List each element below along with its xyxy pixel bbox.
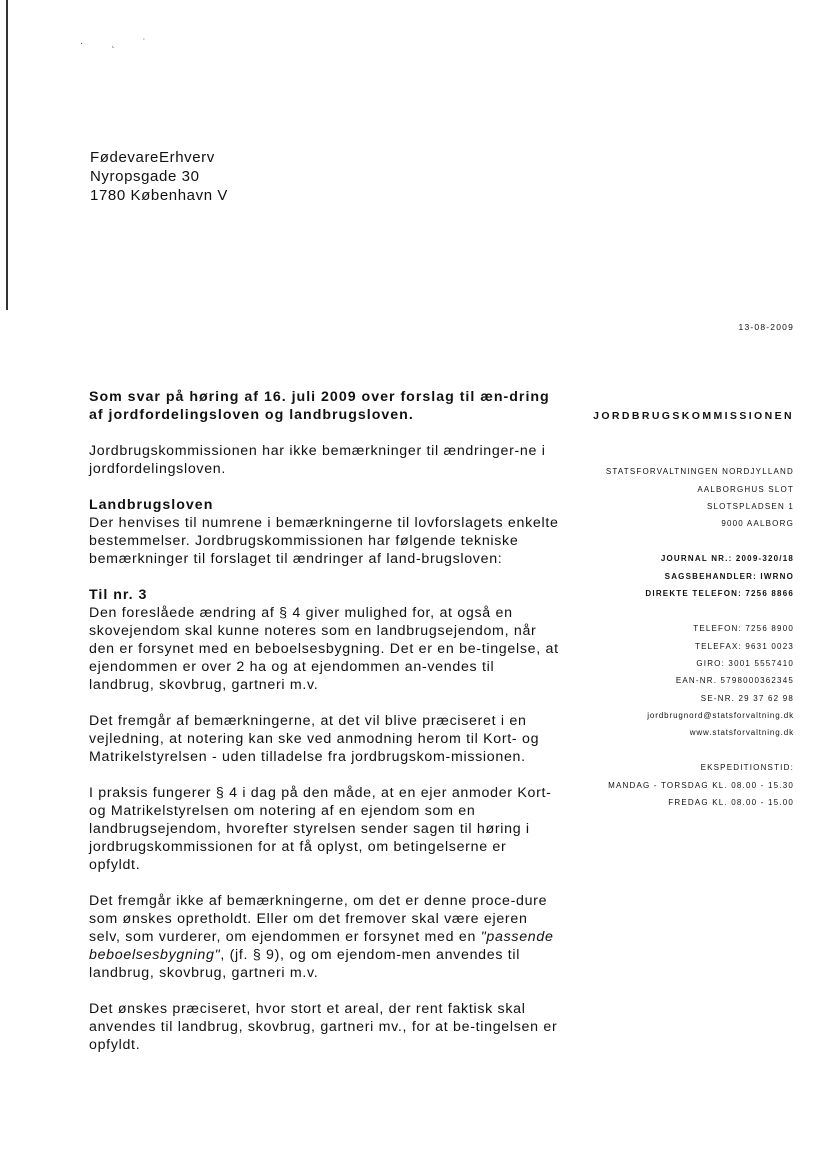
email-address: jordbrugnord@statsforvaltning.dk [647,710,794,720]
recipient-name: FødevareErhverv [90,149,215,166]
case-reference-block [554,550,794,602]
direct-phone: DIREKTE TELEFON: 7256 8866 [645,589,794,599]
website: www.statsforvaltning.dk [689,728,794,738]
paragraph-procedure-text-end: , (jf. § 9), og om ejendom-men anvendes til landbrug, skovbrug, gartneri m.v. [89,947,521,981]
sender-address-line-2: SLOTSPLADSEN 1 [706,501,794,511]
section-paragraph-landbrugsloven: Der henvises til numrene i bemærkningerne til lovforslagets enkelte bestemmelser. Jordbrugskommissionen har følgende tekniske bemærkninger til forslaget til ændringer af land-brugsloven: [89,515,559,567]
paragraph-procedure-quote: "passende beboelsesbygning" [89,929,554,963]
letter-body [89,388,559,1072]
case-worker: SAGSBEHANDLER: IWRNO [664,571,794,581]
ean-number: EAN-NR. 5798000362345 [675,676,794,686]
section-heading-til-nr-3: Til nr. 3 [89,587,148,603]
sender-authority: STATSFORVALTNINGEN NORDJYLLAND [605,467,794,477]
recipient-city: 1780 København V [90,187,229,204]
letter-subject: Som svar på høring af 16. juli 2009 over forslag til æn-dring af jordfordelingsloven og landbrugsloven. [89,389,550,423]
giro-number: GIRO: 3001 5557410 [696,658,794,668]
sender-info [554,408,794,829]
recipient-address [90,148,228,205]
intro-paragraph: Jordbrugskommissionen har ikke bemærkninger til ændringer-ne i jordfordelingsloven. [89,443,546,477]
scan-speckles: ·ˎ˙ [80,38,174,49]
sender-address-block [554,463,794,532]
opening-hours-title: EKSPEDITIONSTID: [700,763,794,773]
section-heading-landbrugsloven: Landbrugsloven [89,497,214,513]
paragraph-areal: Det ønskes præciseret, hvor stort et areal, der rent faktisk skal anvendes til landbrug, skovbrug, gartneri mv., for at be-tingelsen er opfyldt. [89,1001,558,1053]
scan-edge-line [6,0,8,310]
opening-hours-block [554,759,794,811]
paragraph-procedure [89,892,559,982]
section-paragraph-til-nr-3: Den foreslåede ændring af § 4 giver mulighed for, at også en skovejendom skal kunne noteres som en landbrugsejendom, når den er forsynet med en beboelsesbygning. Det er en be-tingelse, at ejendommen er over 2 ha og at ejendommen an-vendes til landbrug, skovbrug, gartneri m.v. [89,605,559,693]
sender-address-line-3: 9000 AALBORG [721,519,794,529]
journal-number: JOURNAL NR.: 2009-320/18 [660,554,794,564]
sender-organization: JORDBRUGSKOMMISSIONEN [593,410,794,422]
opening-hours-fri: FREDAG KL. 08.00 - 15.00 [668,798,794,808]
recipient-street: Nyropsgade 30 [90,168,200,185]
paragraph-praksis: I praksis fungerer § 4 i dag på den måde, at en ejer anmoder Kort- og Matrikelstyrelsen om notering af en ejendom som en landbrugsejendom, hvorefter styrelsen sender sagen til høring i jordbrugskommissionen for at få oplyst, om betingelserne er opfyldt. [89,785,552,873]
phone-number: TELEFON: 7256 8900 [693,624,794,634]
contact-block [554,620,794,741]
sender-address-line-1: AALBORGHUS SLOT [697,484,794,494]
letter-date: 13-08-2009 [738,322,794,332]
opening-hours-mon-thu: MANDAG - TORSDAG KL. 08.00 - 15.30 [608,780,794,790]
paragraph-vejledning: Det fremgår af bemærkningerne, at det vil blive præciseret i en vejledning, at notering kan ske ved anmodning herom til Kort- og Matrikelstyrelsen - uden tilladelse fra jordbrugskom-missionen. [89,713,540,765]
se-number: SE-NR. 29 37 62 98 [700,693,794,703]
paragraph-procedure-text: Det fremgår ikke af bemærkningerne, om det er denne proce-dure som ønskes opretholdt. Eller om det fremover skal være ejeren selv, som vurderer, om ejendommen er forsynet med en [89,893,548,945]
fax-number: TELEFAX: 9631 0023 [695,641,794,651]
